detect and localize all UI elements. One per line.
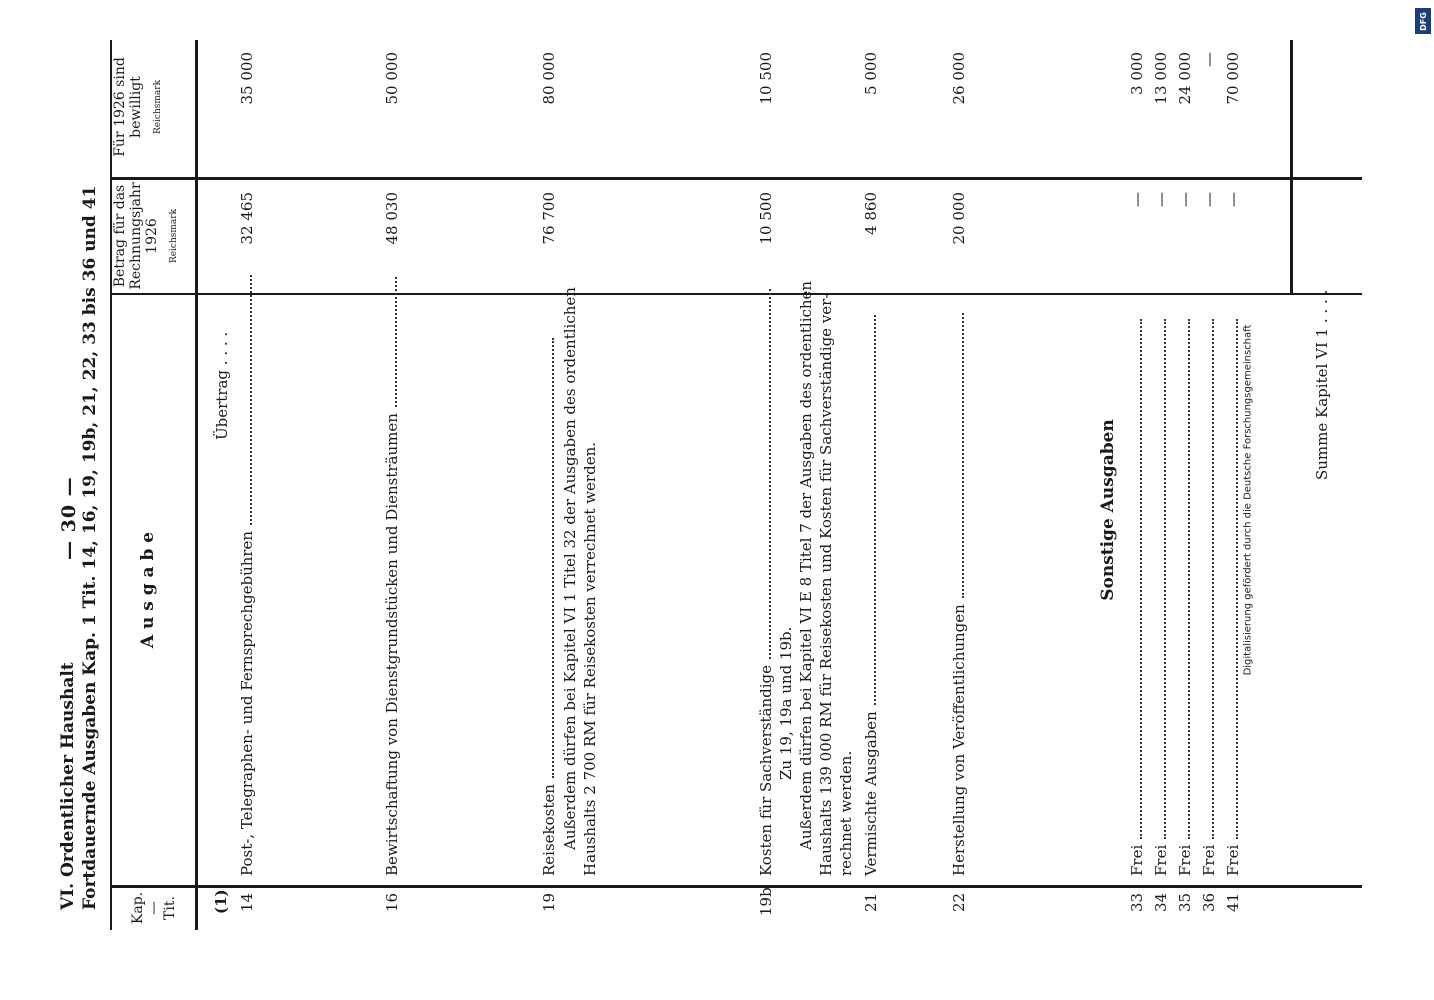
betrag-14: 32 465 (238, 192, 256, 245)
note-19b-line3: Haushalts 139 000 RM für Reisekosten und Kosten für Sachverständige ver- (817, 293, 835, 876)
tit-33: 33 (1128, 892, 1146, 912)
col-head-betrag-label: Betrag für das Rechnungsjahr 1926 (112, 182, 160, 290)
bewilligt-21: 5 000 (862, 52, 880, 95)
col-head-bewilligt-unit: Reichsmark (153, 79, 163, 135)
note-19b-line1: Zu 19, 19a und 19b. (777, 626, 795, 780)
tit-16: 16 (383, 892, 401, 912)
summe-label: Summe Kapitel VI 1 . . . . (1313, 289, 1331, 480)
desc-19b (756, 289, 776, 876)
dot-leader (1164, 319, 1166, 839)
desc-14-text: Post-, Telegraphen- und Fernsprechgebühren (238, 530, 256, 876)
tit-34: 34 (1152, 892, 1170, 912)
betrag-19b: 10 500 (757, 192, 775, 245)
col-head-betrag-unit: Reichsmark (169, 208, 179, 264)
col-head-bewilligt (112, 40, 166, 174)
desc-41 (1223, 319, 1243, 876)
dot-leader (1188, 319, 1190, 839)
tit-21: 21 (862, 892, 880, 912)
betrag-21: 4 860 (862, 192, 880, 235)
desc-21 (861, 315, 881, 876)
bewilligt-35: 24 000 (1176, 52, 1194, 105)
desc-16 (382, 277, 402, 876)
desc-33 (1127, 319, 1147, 876)
dfg-logo-text: DFG (1418, 11, 1428, 31)
desc-19b-text: Kosten für Sachverständige (757, 664, 775, 876)
tit-35: 35 (1176, 892, 1194, 912)
header-bottom-rule (195, 40, 198, 930)
col-head-betrag (112, 182, 182, 290)
dot-leader (395, 277, 397, 407)
desc-36 (1199, 319, 1219, 876)
desc-35 (1175, 319, 1195, 876)
desc-22 (949, 313, 969, 876)
tit-14: 14 (238, 892, 256, 912)
betrag-33: — (1128, 192, 1146, 207)
header-subtitle: Fortdauernde Ausgaben Kap. 1 Tit. 14, 16, 19, 19b, 21, 22, 33 bis 36 und 41 (80, 185, 100, 910)
desc-19-text: Reisekosten (540, 784, 558, 876)
col-rule-2 (112, 293, 1362, 295)
dot-leader (552, 338, 554, 778)
tit-36: 36 (1200, 892, 1218, 912)
note-19b-line2: Außerdem dürfen bei Kapitel VI E 8 Titel 7 der Ausgaben des ordentlichen (797, 280, 815, 850)
tit-22: 22 (950, 892, 968, 912)
bewilligt-19: 80 000 (540, 52, 558, 105)
desc-21-text: Vermischte Ausgaben (862, 711, 880, 876)
desc-36-text: Frei (1200, 844, 1218, 876)
dot-leader (769, 289, 771, 659)
betrag-36: — (1200, 192, 1218, 207)
tit-19: 19 (540, 892, 558, 912)
dot-leader (962, 313, 964, 598)
bewilligt-14: 35 000 (238, 52, 256, 105)
sum-rule (1290, 40, 1293, 295)
betrag-41: — (1224, 192, 1242, 207)
desc-35-text: Frei (1176, 844, 1194, 876)
bewilligt-19b: 10 500 (757, 52, 775, 105)
page-number: — 30 — (58, 476, 80, 560)
col-head-bewilligt-label: Für 1926 sind bewilligt (112, 57, 144, 157)
section-title: Sonstige Ausgaben (1098, 419, 1118, 601)
bewilligt-41: 70 000 (1224, 52, 1242, 105)
uebertrag-label: Übertrag . . . . (213, 331, 231, 440)
desc-14 (237, 275, 257, 876)
col-head-ausgabe: A u s g a b e (138, 531, 158, 649)
col-rule-3 (112, 177, 1362, 180)
note-19-line2: Haushalts 2 700 RM für Reisekosten verrechnet werden. (581, 441, 599, 876)
tit-19b: 19b (757, 887, 775, 916)
bewilligt-22: 26 000 (950, 52, 968, 105)
desc-34 (1151, 319, 1171, 876)
bewilligt-33: 3 000 (1128, 52, 1146, 95)
betrag-19: 76 700 (540, 192, 558, 245)
desc-33-text: Frei (1128, 844, 1146, 876)
note-19-line1: Außerdem dürfen bei Kapitel VI 1 Titel 32 der Ausgaben des ordentlichen (561, 287, 579, 850)
desc-19 (539, 338, 559, 876)
dot-leader (1236, 319, 1238, 839)
betrag-16: 48 030 (383, 192, 401, 245)
bewilligt-16: 50 000 (383, 52, 401, 105)
betrag-34: — (1152, 192, 1170, 207)
header-title: VI. Ordentlicher Haushalt (58, 662, 78, 910)
dot-leader (1140, 319, 1142, 839)
bewilligt-34: 13 000 (1152, 52, 1170, 105)
dfg-logo (1415, 8, 1431, 34)
dot-leader (250, 275, 252, 525)
desc-22-text: Herstellung von Veröffentlichungen (950, 604, 968, 876)
bewilligt-36: — (1200, 52, 1218, 67)
tit-41: 41 (1224, 892, 1242, 912)
desc-34-text: Frei (1152, 844, 1170, 876)
betrag-22: 20 000 (950, 192, 968, 245)
betrag-35: — (1176, 192, 1194, 207)
kapitel-marker: (1) (212, 889, 230, 914)
digitization-note: Digitalisierung gefördert durch die Deutsche Forschungsgemeinschaft (1242, 324, 1254, 676)
col-rule-1 (112, 885, 1362, 888)
desc-16-text: Bewirtschaftung von Dienstgrundstücken und Diensträumen (383, 413, 401, 876)
desc-41-text: Frei (1224, 844, 1242, 876)
dot-leader (1212, 319, 1214, 839)
note-19b-line4: rechnet werden. (837, 750, 855, 876)
dot-leader (874, 315, 876, 705)
col-head-kap-tit: Kap. — Tit. (130, 891, 178, 925)
